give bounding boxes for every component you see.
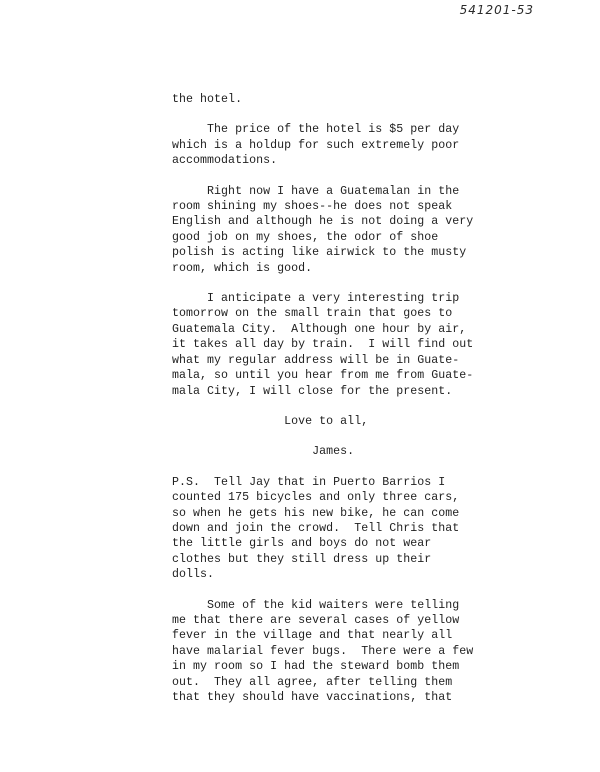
closing-block <box>172 414 472 429</box>
text-line: English and although he is not doing a very <box>172 215 474 229</box>
closing-line: Love to all, <box>172 414 369 428</box>
text-line: mala City, I will close for the present. <box>172 384 453 398</box>
text-line: tomorrow on the small train that goes to <box>172 307 453 321</box>
text-line: clothes but they still dress up their <box>172 552 432 566</box>
text-line: down and join the crowd. Tell Chris that <box>172 521 460 535</box>
text-line: that they should have vaccinations, that <box>172 691 453 704</box>
text-line: fever in the village and that nearly all <box>172 629 453 643</box>
text-line: counted 175 bicycles and only three cars, <box>172 491 460 505</box>
paragraph-yellow-fever <box>172 598 472 706</box>
signature-block <box>172 444 472 459</box>
text-line: good job on my shoes, the odor of shoe <box>172 230 439 244</box>
text-line: The price of the hotel is $5 per day <box>172 123 460 137</box>
text-line: Guatemala City. Although one hour by air, <box>172 322 467 336</box>
text-line: out. They all agree, after telling them <box>172 675 453 689</box>
paragraph-hotel-price <box>172 122 472 168</box>
text-line: it takes all day by train. I will find out <box>172 338 474 352</box>
text-line: me that there are several cases of yellow <box>172 613 460 627</box>
text-line: in my room so I had the steward bomb them <box>172 660 460 674</box>
text-line: the hotel. <box>172 93 243 106</box>
text-line: mala, so until you hear from me from Guate- <box>172 369 474 383</box>
text-line: what my regular address will be in Guate- <box>172 353 460 367</box>
text-line: room shining my shoes--he does not speak <box>172 200 453 214</box>
text-line: have malarial fever bugs. There were a few <box>172 644 474 658</box>
text-line: dolls. <box>172 568 215 582</box>
paragraph-train-trip <box>172 291 472 399</box>
text-line: so when he gets his new bike, he can come <box>172 506 460 520</box>
text-line: Some of the kid waiters were telling <box>172 598 460 612</box>
opening-paragraph <box>172 92 472 107</box>
text-line: which is a holdup for such extremely poor <box>172 138 460 152</box>
text-line: accommodations. <box>172 154 278 168</box>
text-line: Right now I have a Guatemalan in the <box>172 184 460 198</box>
text-line: polish is acting like airwick to the musty <box>172 246 467 260</box>
letter-body <box>172 92 472 720</box>
text-line: I anticipate a very interesting trip <box>172 292 460 306</box>
text-line: P.S. Tell Jay that in Puerto Barrios I <box>172 475 446 489</box>
text-line: room, which is good. <box>172 261 313 275</box>
document-id: 541201-53 <box>459 3 534 17</box>
signature: James. <box>172 445 355 459</box>
postscript-paragraph <box>172 475 472 583</box>
paragraph-shoe-shine <box>172 184 472 276</box>
text-line: the little girls and boys do not wear <box>172 537 432 551</box>
